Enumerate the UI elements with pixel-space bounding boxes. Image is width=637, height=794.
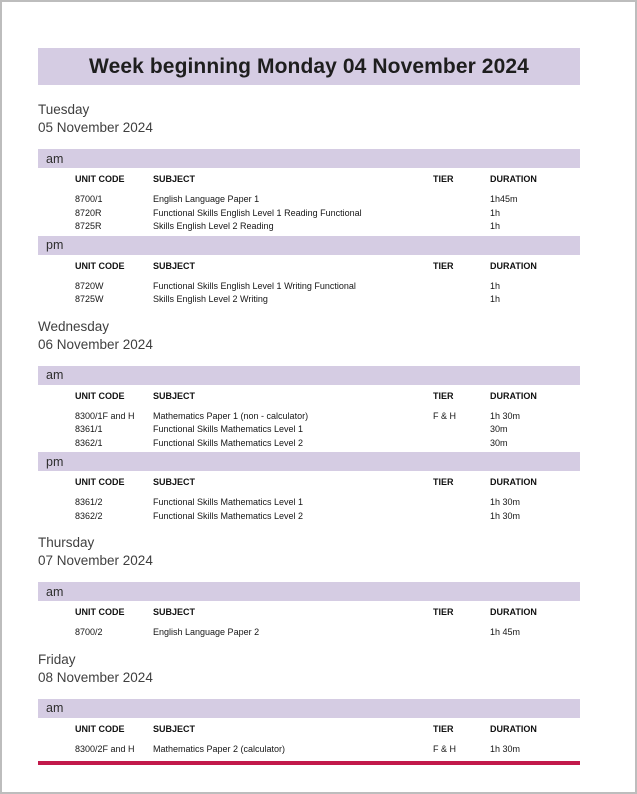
column-header-duration: DURATION bbox=[490, 607, 537, 617]
day-date: 08 November 2024 bbox=[38, 669, 153, 685]
table-row bbox=[38, 626, 580, 640]
duration-cell: 1h bbox=[490, 294, 501, 304]
subject-cell: Functional Skills English Level 1 Reading Functional bbox=[153, 207, 362, 218]
subject-cell: Skills English Level 2 Writing bbox=[153, 294, 268, 304]
column-header-duration: DURATION bbox=[490, 260, 537, 271]
table-row bbox=[38, 423, 580, 437]
column-header-tier: TIER bbox=[433, 477, 454, 487]
session-label: am bbox=[46, 584, 64, 599]
tier-cell bbox=[433, 207, 490, 221]
column-header-code: UNIT CODE bbox=[75, 477, 125, 487]
tier-cell: F & H bbox=[433, 410, 457, 421]
tier-cell bbox=[433, 496, 490, 510]
session-band bbox=[38, 236, 580, 255]
tier-cell bbox=[433, 193, 490, 207]
subject-cell: Mathematics Paper 2 (calculator) bbox=[153, 743, 286, 754]
session-band bbox=[38, 452, 580, 471]
session-am bbox=[38, 149, 580, 234]
bottom-accent-line bbox=[38, 761, 580, 765]
day-name: Friday bbox=[38, 651, 76, 667]
code-cell: 8700/1 bbox=[75, 194, 103, 204]
table-row bbox=[38, 220, 580, 234]
duration-cell: 30m bbox=[490, 437, 508, 448]
column-header-duration: DURATION bbox=[490, 390, 537, 401]
day-date: 07 November 2024 bbox=[38, 553, 153, 568]
column-header-duration: DURATION bbox=[490, 477, 537, 487]
day-date: 05 November 2024 bbox=[38, 120, 153, 135]
duration-cell: 1h 30m bbox=[490, 497, 521, 507]
duration-cell: 1h 30m bbox=[490, 510, 521, 521]
tier-cell bbox=[433, 280, 490, 294]
code-cell: 8300/1F and H bbox=[75, 410, 135, 421]
subject-cell: Functional Skills English Level 1 Writing Functional bbox=[153, 280, 356, 291]
rows-block bbox=[38, 280, 580, 307]
column-header-subject: SUBJECT bbox=[153, 723, 196, 734]
duration-cell: 1h bbox=[490, 221, 501, 231]
code-cell: 8700/2 bbox=[75, 627, 103, 637]
subject-cell: Mathematics Paper 1 (non - calculator) bbox=[153, 410, 309, 421]
session-pm bbox=[38, 452, 580, 523]
duration-cell: 30m bbox=[490, 424, 508, 434]
session-band bbox=[38, 699, 580, 718]
session-label: am bbox=[46, 701, 64, 715]
duration-cell: 1h 30m bbox=[490, 410, 521, 421]
duration-cell: 1h 30m bbox=[490, 743, 521, 754]
column-header-duration: DURATION bbox=[490, 723, 537, 734]
day-section bbox=[38, 651, 580, 757]
day-date: 06 November 2024 bbox=[38, 336, 153, 352]
day-name: Tuesday bbox=[38, 102, 90, 117]
table-row bbox=[38, 510, 580, 524]
day-sections-container bbox=[38, 101, 580, 756]
tier-cell bbox=[433, 293, 490, 307]
subject-cell: Skills English Level 2 Reading bbox=[153, 221, 274, 231]
rows-block bbox=[38, 193, 580, 234]
rows-block bbox=[38, 410, 580, 451]
table-header-row bbox=[38, 724, 580, 735]
rows-block bbox=[38, 743, 580, 757]
column-header-code: UNIT CODE bbox=[75, 260, 125, 271]
column-header-code: UNIT CODE bbox=[75, 174, 125, 184]
code-cell: 8720R bbox=[75, 207, 102, 218]
session-pm bbox=[38, 236, 580, 307]
tier-cell bbox=[433, 220, 490, 234]
day-section bbox=[38, 318, 580, 524]
session-label: pm bbox=[46, 238, 64, 252]
session-am bbox=[38, 699, 580, 757]
tier-cell: F & H bbox=[433, 743, 457, 754]
subject-cell: Functional Skills Mathematics Level 2 bbox=[153, 437, 304, 448]
rows-block bbox=[38, 626, 580, 640]
week-title-band bbox=[38, 48, 580, 85]
code-cell: 8725W bbox=[75, 294, 104, 304]
column-header-subject: SUBJECT bbox=[153, 260, 196, 271]
column-header-duration: DURATION bbox=[490, 174, 537, 184]
subject-cell: English Language Paper 2 bbox=[153, 627, 260, 637]
column-header-code: UNIT CODE bbox=[75, 607, 125, 617]
table-row bbox=[38, 496, 580, 510]
table-header-row bbox=[38, 477, 580, 488]
day-heading bbox=[38, 318, 580, 354]
page-title: Week beginning Monday 04 November 2024 bbox=[89, 54, 529, 78]
code-cell: 8361/2 bbox=[75, 497, 103, 507]
session-label: am bbox=[46, 151, 64, 166]
tier-cell bbox=[433, 423, 490, 437]
tier-cell bbox=[433, 510, 490, 524]
day-section bbox=[38, 101, 580, 307]
column-header-tier: TIER bbox=[433, 174, 454, 184]
table-row bbox=[38, 437, 580, 451]
table-header-row bbox=[38, 174, 580, 185]
code-cell: 8362/1 bbox=[75, 437, 103, 448]
day-name: Thursday bbox=[38, 535, 95, 550]
duration-cell: 1h45m bbox=[490, 194, 518, 204]
table-header-row bbox=[38, 391, 580, 402]
table-row bbox=[38, 293, 580, 307]
column-header-tier: TIER bbox=[433, 723, 454, 734]
column-header-tier: TIER bbox=[433, 607, 454, 617]
day-heading bbox=[38, 651, 580, 687]
subject-cell: English Language Paper 1 bbox=[153, 194, 260, 204]
day-heading bbox=[38, 534, 580, 570]
session-band bbox=[38, 149, 580, 168]
duration-cell: 1h 45m bbox=[490, 627, 521, 637]
column-header-subject: SUBJECT bbox=[153, 390, 196, 401]
session-am bbox=[38, 366, 580, 451]
table-header-row bbox=[38, 607, 580, 618]
day-section bbox=[38, 534, 580, 640]
tier-cell bbox=[433, 626, 490, 640]
duration-cell: 1h bbox=[490, 280, 501, 291]
subject-cell: Functional Skills Mathematics Level 1 bbox=[153, 497, 304, 507]
day-heading bbox=[38, 101, 580, 137]
tier-cell bbox=[433, 437, 490, 451]
table-row bbox=[38, 193, 580, 207]
subject-cell: Functional Skills Mathematics Level 2 bbox=[153, 510, 304, 521]
column-header-tier: TIER bbox=[433, 390, 454, 401]
page-content bbox=[2, 48, 635, 765]
code-cell: 8362/2 bbox=[75, 510, 103, 521]
table-header-row bbox=[38, 261, 580, 272]
code-cell: 8300/2F and H bbox=[75, 743, 135, 754]
column-header-tier: TIER bbox=[433, 260, 454, 271]
session-label: pm bbox=[46, 454, 64, 469]
rows-block bbox=[38, 496, 580, 523]
table-row bbox=[38, 410, 580, 424]
code-cell: 8361/1 bbox=[75, 424, 103, 434]
column-header-subject: SUBJECT bbox=[153, 174, 196, 184]
column-header-code: UNIT CODE bbox=[75, 723, 125, 734]
subject-cell: Functional Skills Mathematics Level 1 bbox=[153, 424, 304, 434]
session-band bbox=[38, 366, 580, 385]
column-header-subject: SUBJECT bbox=[153, 477, 196, 487]
duration-cell: 1h bbox=[490, 207, 501, 218]
column-header-subject: SUBJECT bbox=[153, 607, 196, 617]
table-row bbox=[38, 743, 580, 757]
session-band bbox=[38, 582, 580, 601]
day-name: Wednesday bbox=[38, 318, 110, 334]
table-row bbox=[38, 207, 580, 221]
session-am bbox=[38, 582, 580, 640]
column-header-code: UNIT CODE bbox=[75, 390, 125, 401]
table-row bbox=[38, 280, 580, 294]
code-cell: 8720W bbox=[75, 280, 104, 291]
session-label: am bbox=[46, 368, 64, 382]
code-cell: 8725R bbox=[75, 221, 102, 231]
